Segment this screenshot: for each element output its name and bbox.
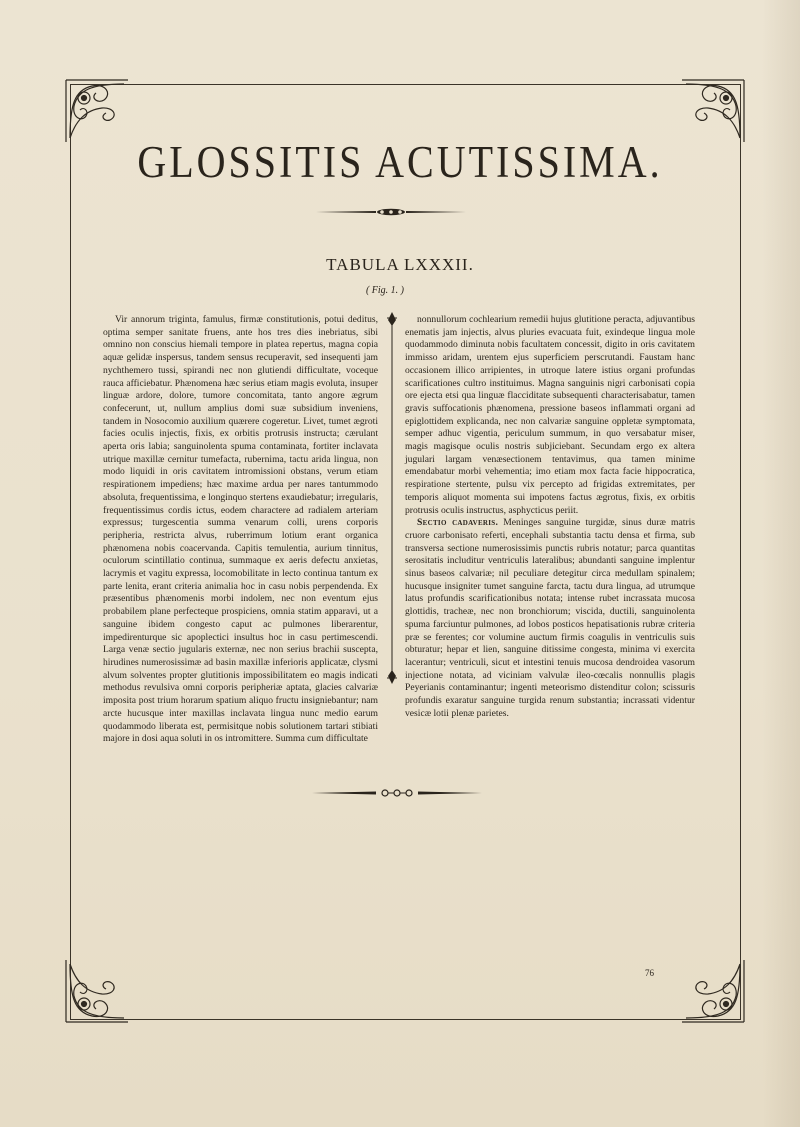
text-column-right bbox=[405, 314, 695, 721]
ornamental-rule-icon bbox=[316, 205, 466, 219]
corner-ornament-icon bbox=[62, 956, 132, 1026]
body-paragraph: Vir annorum triginta, famulus, firmæ constitutionis, potui deditus, optima semper sanitate fruens, ante hos tres dies inebriatus, sibi omnino non conscius hiemali tempore in platea repertus, magna copia aquæ gelidæ inspersus, tandem sensus recuperavit, sed insequenti jam nychthemero tussi, spirandi nec non glutiendi difficultate, voceque rauca afficiebatur. Phænomena hæc serius etiam magis evoluta, insuper linguæ ardore, dolore, tumore concomitata, tanto angore ægrum confecerunt, ut, nullum amplius domi suæ subsidium inveniens, tandem in Nosocomio auxilium quærere cogeretur. Livet, tumet ægroti facies oculis injectis, fixis, ex orbitis protrusis instructa; cærulant aperta oris labia; sanguinolenta spuma contaminata, fortiter inclavata utrique maxillæ cernitur tumefacta, rubernima, tactu arida lingua, non modo liquidi in oris cavitatem intromissioni obstans, verum etiam respirationem impediens; hæc maxime ardua per nares tantummodo absoluta, frequentissima, e longinquo stertens exaudiebatur; irregularis, frequentissimus cordis ictus, eodem charactere ad radialem arteriam expressus; turgescentia summa venarum colli, urens corporis peripheria, restricta alvus, ruberrimum lotium erant organica phænomena nobis coacervanda. Capitis temulentia, aurium tinnitus, oculorum scintillatio continua, summaque ex aeris defectu anxietas, lacrymis et vagitu expressa, locomobilitate in lecto continua tantum ex parte lenita, erant criteria animalia hoc in casu nobis perpendenda. Ex præsentibus phænomenis morbi indolem, nec non eventum ejus probabilem plane perfecteque prospiciens, omnia statim apparavi, ut a sanguine ibidem congesto caput ac pulmones liberarentur, impedirenturque sic apoplectici insultus hoc in casu pertimescendi. Larga venæ sectio jugularis externæ, nec non serius brachii suscepta, hirudines numerosissimæ ad basin maxillæ inferioris applicatæ, clysmi alvum solventes propter glutitionis impossibilitatem eo magis indicati methodus revulsiva omni corporis peripheriæ aptata, glacies calvariæ imposita post trium horarum spatium aliquo fructu insigniebantur; nam arcte hucusque inter maxillas inclavata lingua nunc medio earum quodammodo liberata est, permisitque nobis solutionem tartari stibiati majore in dosi aqua soluti in os intromittere. Summa cum difficultate bbox=[103, 314, 378, 745]
page-title: GLOSSITIS ACUTISSIMA. bbox=[137, 135, 663, 188]
section-label: Sectio cadaveris. bbox=[417, 517, 499, 529]
ornamental-rule-icon bbox=[312, 786, 482, 800]
figure-reference: ( Fig. 1. ) bbox=[365, 285, 405, 296]
body-paragraph bbox=[405, 517, 695, 720]
section-text: Meninges sanguine turgidæ, sinus duræ matris cruore carbonisato referti, encephali substantia tactu densa et firma, sub transversa sectione numerosissimis punctis rubris notatur; parca quantitas serositatis includitur ventriculis lateralibus; abundanti sanguine implentur sinus baseos calvariæ; nil peculiare detegitur circa medullam spinalem; hucusque insigniter tumet sanguine farcta, tactu dura lingua, ad utrumque latus profundis scarificationibus notata; intense rubet incrassata mucosa glottidis, tracheæ, nec non bronchiorum; viscida, ductili, sanguinolenta spuma farciuntur pulmones, ad lobos posticos hepatisationis rubræ criteria præ se ferentes; cor volumine auctum firmis coagulis in ventriculis suis obturatur; hepar et lien, sanguine ditissime congesta, minima vi exercita lacerantur; ventriculi, sicut et intestini tenuis mucosa dendroidea vasorum injectione notata, ad viciniam valvulæ ileo-cœcalis nonnullis plagis Peyerianis contaminantur; ingenti meteorismo distenditur colon; scissuris profundis exaratur sanguine turgida renum substantia; incrassati videntur vesicæ lotii plenæ parietes. bbox=[405, 517, 695, 719]
text-column-left bbox=[103, 314, 378, 746]
corner-ornament-icon bbox=[678, 956, 748, 1026]
column-divider-icon bbox=[383, 312, 401, 684]
page-number: 76 bbox=[645, 968, 654, 978]
plate-heading: TABULA LXXXII. bbox=[326, 255, 474, 274]
body-paragraph: nonnullorum cochlearium remedii hujus glutitione peracta, adjuvantibus enematis jam injectis, alvus pluries evacuata fuit, exindeque lingua mole quodammodo diminuta nobis facultatem concessit, digito in oris cavitatem immisso aridam, urentem ejus superficiem perscrutandi. Faustam hanc occasionem illico arripientes, in utroque latere istius organi profundas scarificationes cultro instituimus. Magna sanguinis nigri carbonisati copia ore ejecta etsi qua linguæ flacciditate subsequenti characterisabatur, tamen gravis suffocationis phænomena, pressione baseos inflammati organi ad epiglottidem explicanda, nec non calvariæ sanguine oppletæ symptomata, semper adhuc vigentia, periculum summum, in quo versabatur miser, magis magisque oculis nostris subjiciebant. Secundam ergo ex altera jugulari largam venæsectionem tentavimus, qua tamen minime emendabatur morbi vehementia; imo etiam mox facta facie hippocratica, respiratione stertente, pulsu vix percepto ad frigidas extremitates, per temporis aliquot momenta sui impotens factus ægrotus, fixis, ex orbitis protrusis oculis instructus, asphycticus periit. bbox=[405, 314, 695, 516]
